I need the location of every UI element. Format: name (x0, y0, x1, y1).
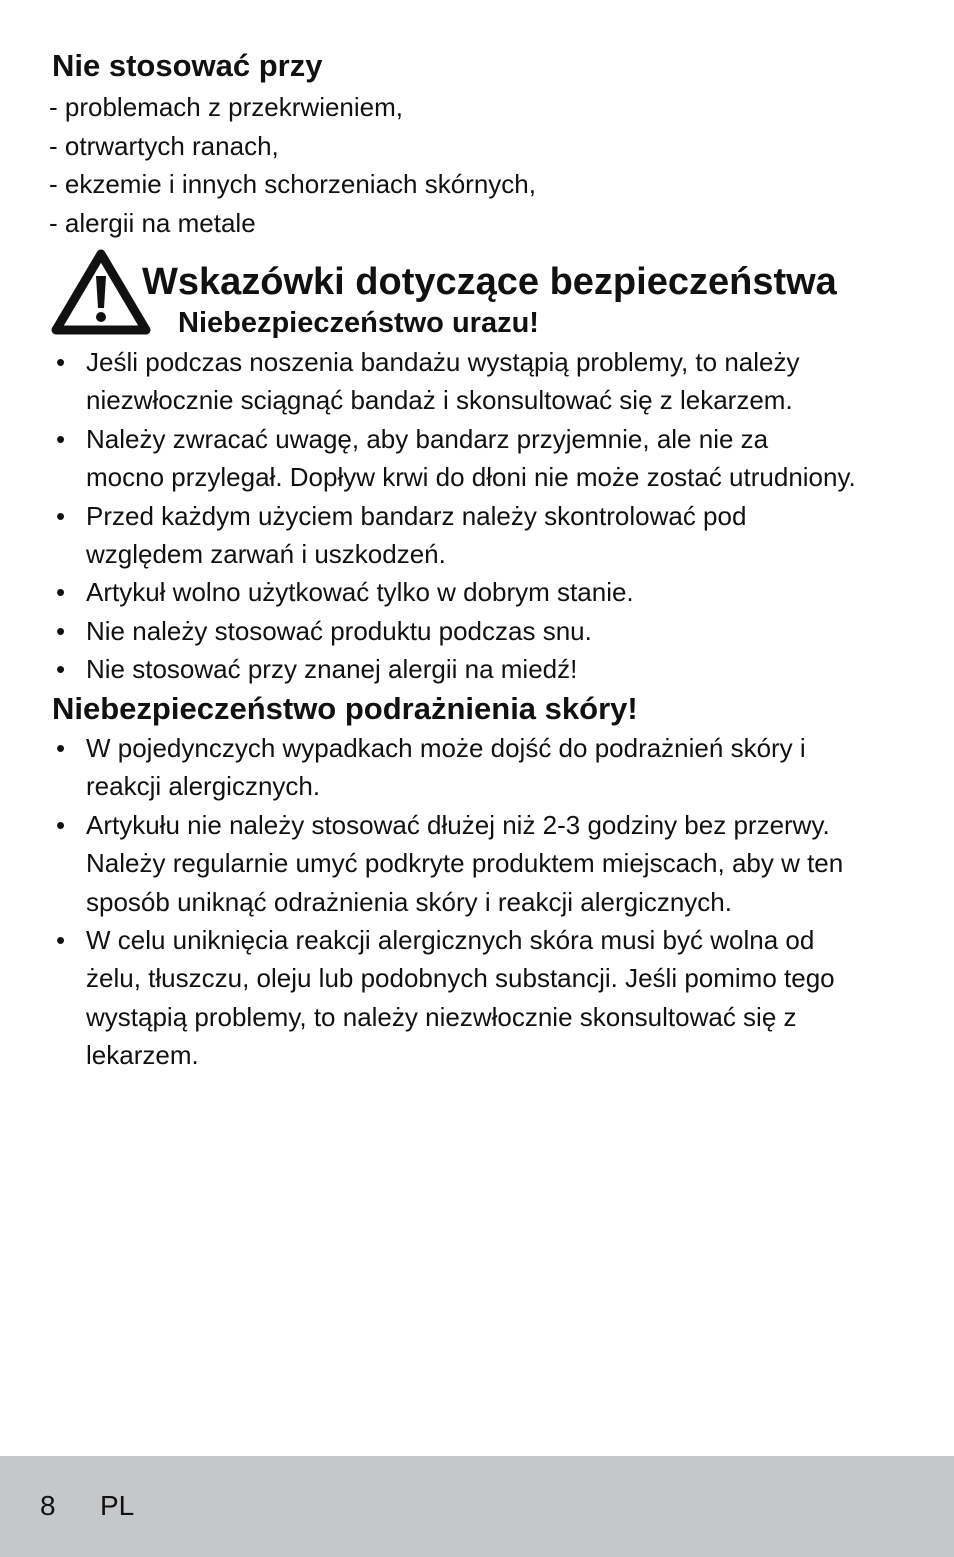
safety-title: Wskazówki dotyczące bezpieczeństwa (142, 261, 837, 303)
contraindications-heading: Nie stosować przy (52, 48, 323, 83)
list-item: • W celu uniknięcia reakcji alergicznych skóra musi być wolna od żelu, tłuszczu, oleju lub podobnych substancji. Jeśli pomimo tego wystąpią problemy, to należy niezwłocznie skonsultować się z lekarzem. (56, 925, 835, 1071)
list-item: • Należy zwracać uwagę, aby bandarz przyjemnie, ale nie za mocno przylegał. Dopływ krwi do dłoni nie może zostać utrudniony. (56, 423, 856, 493)
list-item: - ekzemie i innych schorzeniach skórnych, (49, 169, 536, 199)
injury-heading: Niebezpieczeństwo urazu! (178, 307, 539, 339)
list-item-text: W pojedynczych wypadkach może dojść do podrażnień skóry i reakcji alergicznych. (86, 733, 806, 802)
warning-triangle-icon (50, 248, 152, 336)
list-item-text: Nie stosować przy znanej alergii na miedź! (86, 654, 578, 685)
list-item: - otrwartych ranach, (49, 130, 279, 161)
page-number: 8 (40, 1490, 56, 1521)
skin-irritation-heading: Niebezpieczeństwo podrażnienia skóry! (52, 691, 638, 726)
skin-irritation-list (52, 729, 932, 1075)
language-code: PL (100, 1490, 135, 1521)
injury-list (52, 343, 932, 689)
list-item-text: Artykuł wolno użytkować tylko w dobrym stanie. (86, 577, 634, 608)
list-item: • Nie należy stosować produktu podczas snu. (56, 615, 592, 646)
list-item: • Przed każdym użyciem bandarz należy skontrolować pod względem zarwań i uszkodzeń. (56, 500, 747, 570)
list-item: • Artykuł wolno użytkować tylko w dobrym stanie. (56, 577, 634, 608)
list-item: • Artykułu nie należy stosować dłużej niż 2-3 godziny bez przerwy. Należy regularnie umyć podkryte produktem miejscach, aby w ten sposób uniknąć odrażnienia skóry i reakcji alergicznych. (56, 809, 844, 917)
list-item: • Jeśli podczas noszenia bandażu wystąpią problemy, to należy niezwłocznie sciągnąć bandaż i skonsultować się z lekarzem. (56, 347, 800, 416)
list-item: • Nie stosować przy znanej alergii na miedź! (56, 654, 578, 685)
list-item-text: Należy zwracać uwagę, aby bandarz przyjemnie, ale nie za mocno przylegał. Dopływ krwi do dłoni nie może zostać utrudniony. (86, 423, 856, 493)
page-footer (0, 1456, 954, 1557)
contraindications-list (49, 88, 536, 242)
list-item: - alergii na metale (49, 207, 256, 238)
list-item-text: Artykułu nie należy stosować dłużej niż 2-3 godziny bez przerwy. Należy regularnie umyć podkryte produktem miejscach, aby w ten sposób uniknąć odrażnienia skóry i reakcji alergicznych. (86, 809, 844, 917)
list-item-text: Przed każdym użyciem bandarz należy skontrolować pod względem zarwań i uszkodzeń. (86, 500, 747, 570)
list-item-text: W celu uniknięcia reakcji alergicznych skóra musi być wolna od żelu, tłuszczu, oleju lub podobnych substancji. Jeśli pomimo tego wystąpią problemy, to należy niezwłocznie skonsultować się z lekarzem. (86, 925, 835, 1071)
list-item: • W pojedynczych wypadkach może dojść do podrażnień skóry i reakcji alergicznych. (56, 733, 806, 802)
list-item-text: Nie należy stosować produktu podczas snu. (86, 615, 592, 646)
list-item: - problemach z przekrwieniem, (49, 92, 404, 122)
list-item-text: Jeśli podczas noszenia bandażu wystąpią problemy, to należy niezwłocznie sciągnąć bandaż i skonsultować się z lekarzem. (86, 347, 800, 416)
